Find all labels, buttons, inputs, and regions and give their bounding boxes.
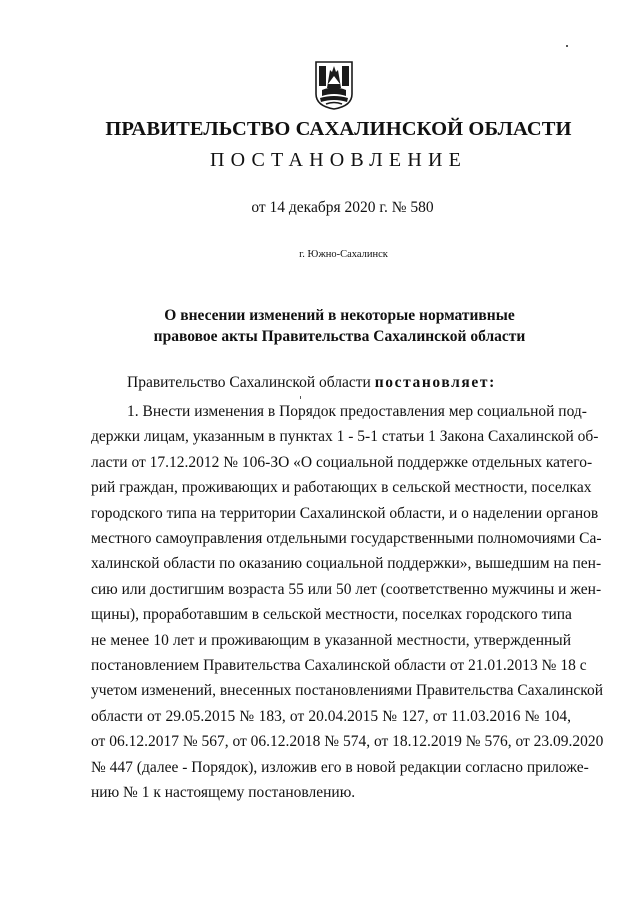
paragraph-line: рий граждан, проживающих и работающих в сельской местности, поселках — [91, 479, 592, 497]
paragraph-line: учетом изменений, внесенных постановлениями Правительства Сахалинской — [91, 682, 604, 700]
paragraph-line: халинской области по оказанию социальной поддержки», вышедшим на пен- — [91, 555, 602, 573]
paragraph-line: ласти от 17.12.2012 № 106-ЗО «О социальной поддержке отдельных катего- — [91, 453, 593, 471]
paragraph-line: не менее 10 лет и проживающим в указанной местности, утвержденный — [91, 631, 571, 649]
paragraph-line: городского типа на территории Сахалинской области, и о наделении органов — [91, 504, 599, 522]
paragraph-1 — [91, 399, 604, 806]
subject-line-1: О внесении изменений в некоторые нормативные — [164, 307, 515, 324]
paragraph-line: от 06.12.2017 № 567, от 06.12.2018 № 574, от 18.12.2019 № 576, от 23.09.2020 — [91, 733, 604, 751]
scan-speck — [300, 396, 301, 399]
intro-emphasis: постановляет: — [374, 374, 496, 391]
paragraph-line: постановлением Правительства Сахалинской области от 21.01.2013 № 18 с — [91, 657, 587, 675]
intro-sentence — [127, 374, 496, 392]
paragraph-line: нию № 1 к настоящему постановлению. — [91, 784, 356, 802]
sakhalin-coat-of-arms-icon — [314, 60, 354, 110]
intro-prefix: Правительство Сахалинской области — [127, 374, 375, 391]
document-type: ПОСТАНОВЛЕНИЕ — [209, 149, 468, 171]
document-city: г. Южно-Сахалинск — [299, 249, 388, 260]
paragraph-line: области от 29.05.2015 № 183, от 20.04.2015 № 127, от 11.03.2016 № 104, — [91, 707, 571, 725]
document-date-number: от 14 декабря 2020 г. № 580 — [251, 199, 434, 216]
paragraph-line: щины), проработавшим в сельской местности, поселках городского типа — [91, 606, 572, 624]
paragraph-line: № 447 (далее - Порядок), изложив его в новой редакции согласно приложе- — [91, 758, 589, 776]
paragraph-line: сию или достигшим возраста 55 или 50 лет (соответственно мужчины и жен- — [91, 580, 602, 598]
subject-line-2: правовое акты Правительства Сахалинской области — [153, 328, 526, 345]
document-subject — [0, 305, 631, 347]
organization-title: ПРАВИТЕЛЬСТВО САХАЛИНСКОЙ ОБЛАСТИ — [105, 118, 572, 140]
scan-speck — [566, 45, 568, 47]
paragraph-line: 1. Внести изменения в Порядок предоставления мер социальной под- — [127, 403, 587, 420]
paragraph-line: держки лицам, указанным в пунктах 1 - 5-1 статьи 1 Закона Сахалинской об- — [91, 428, 599, 446]
paragraph-line: местного самоуправления отдельными государственными полномочиями Са- — [91, 530, 602, 548]
